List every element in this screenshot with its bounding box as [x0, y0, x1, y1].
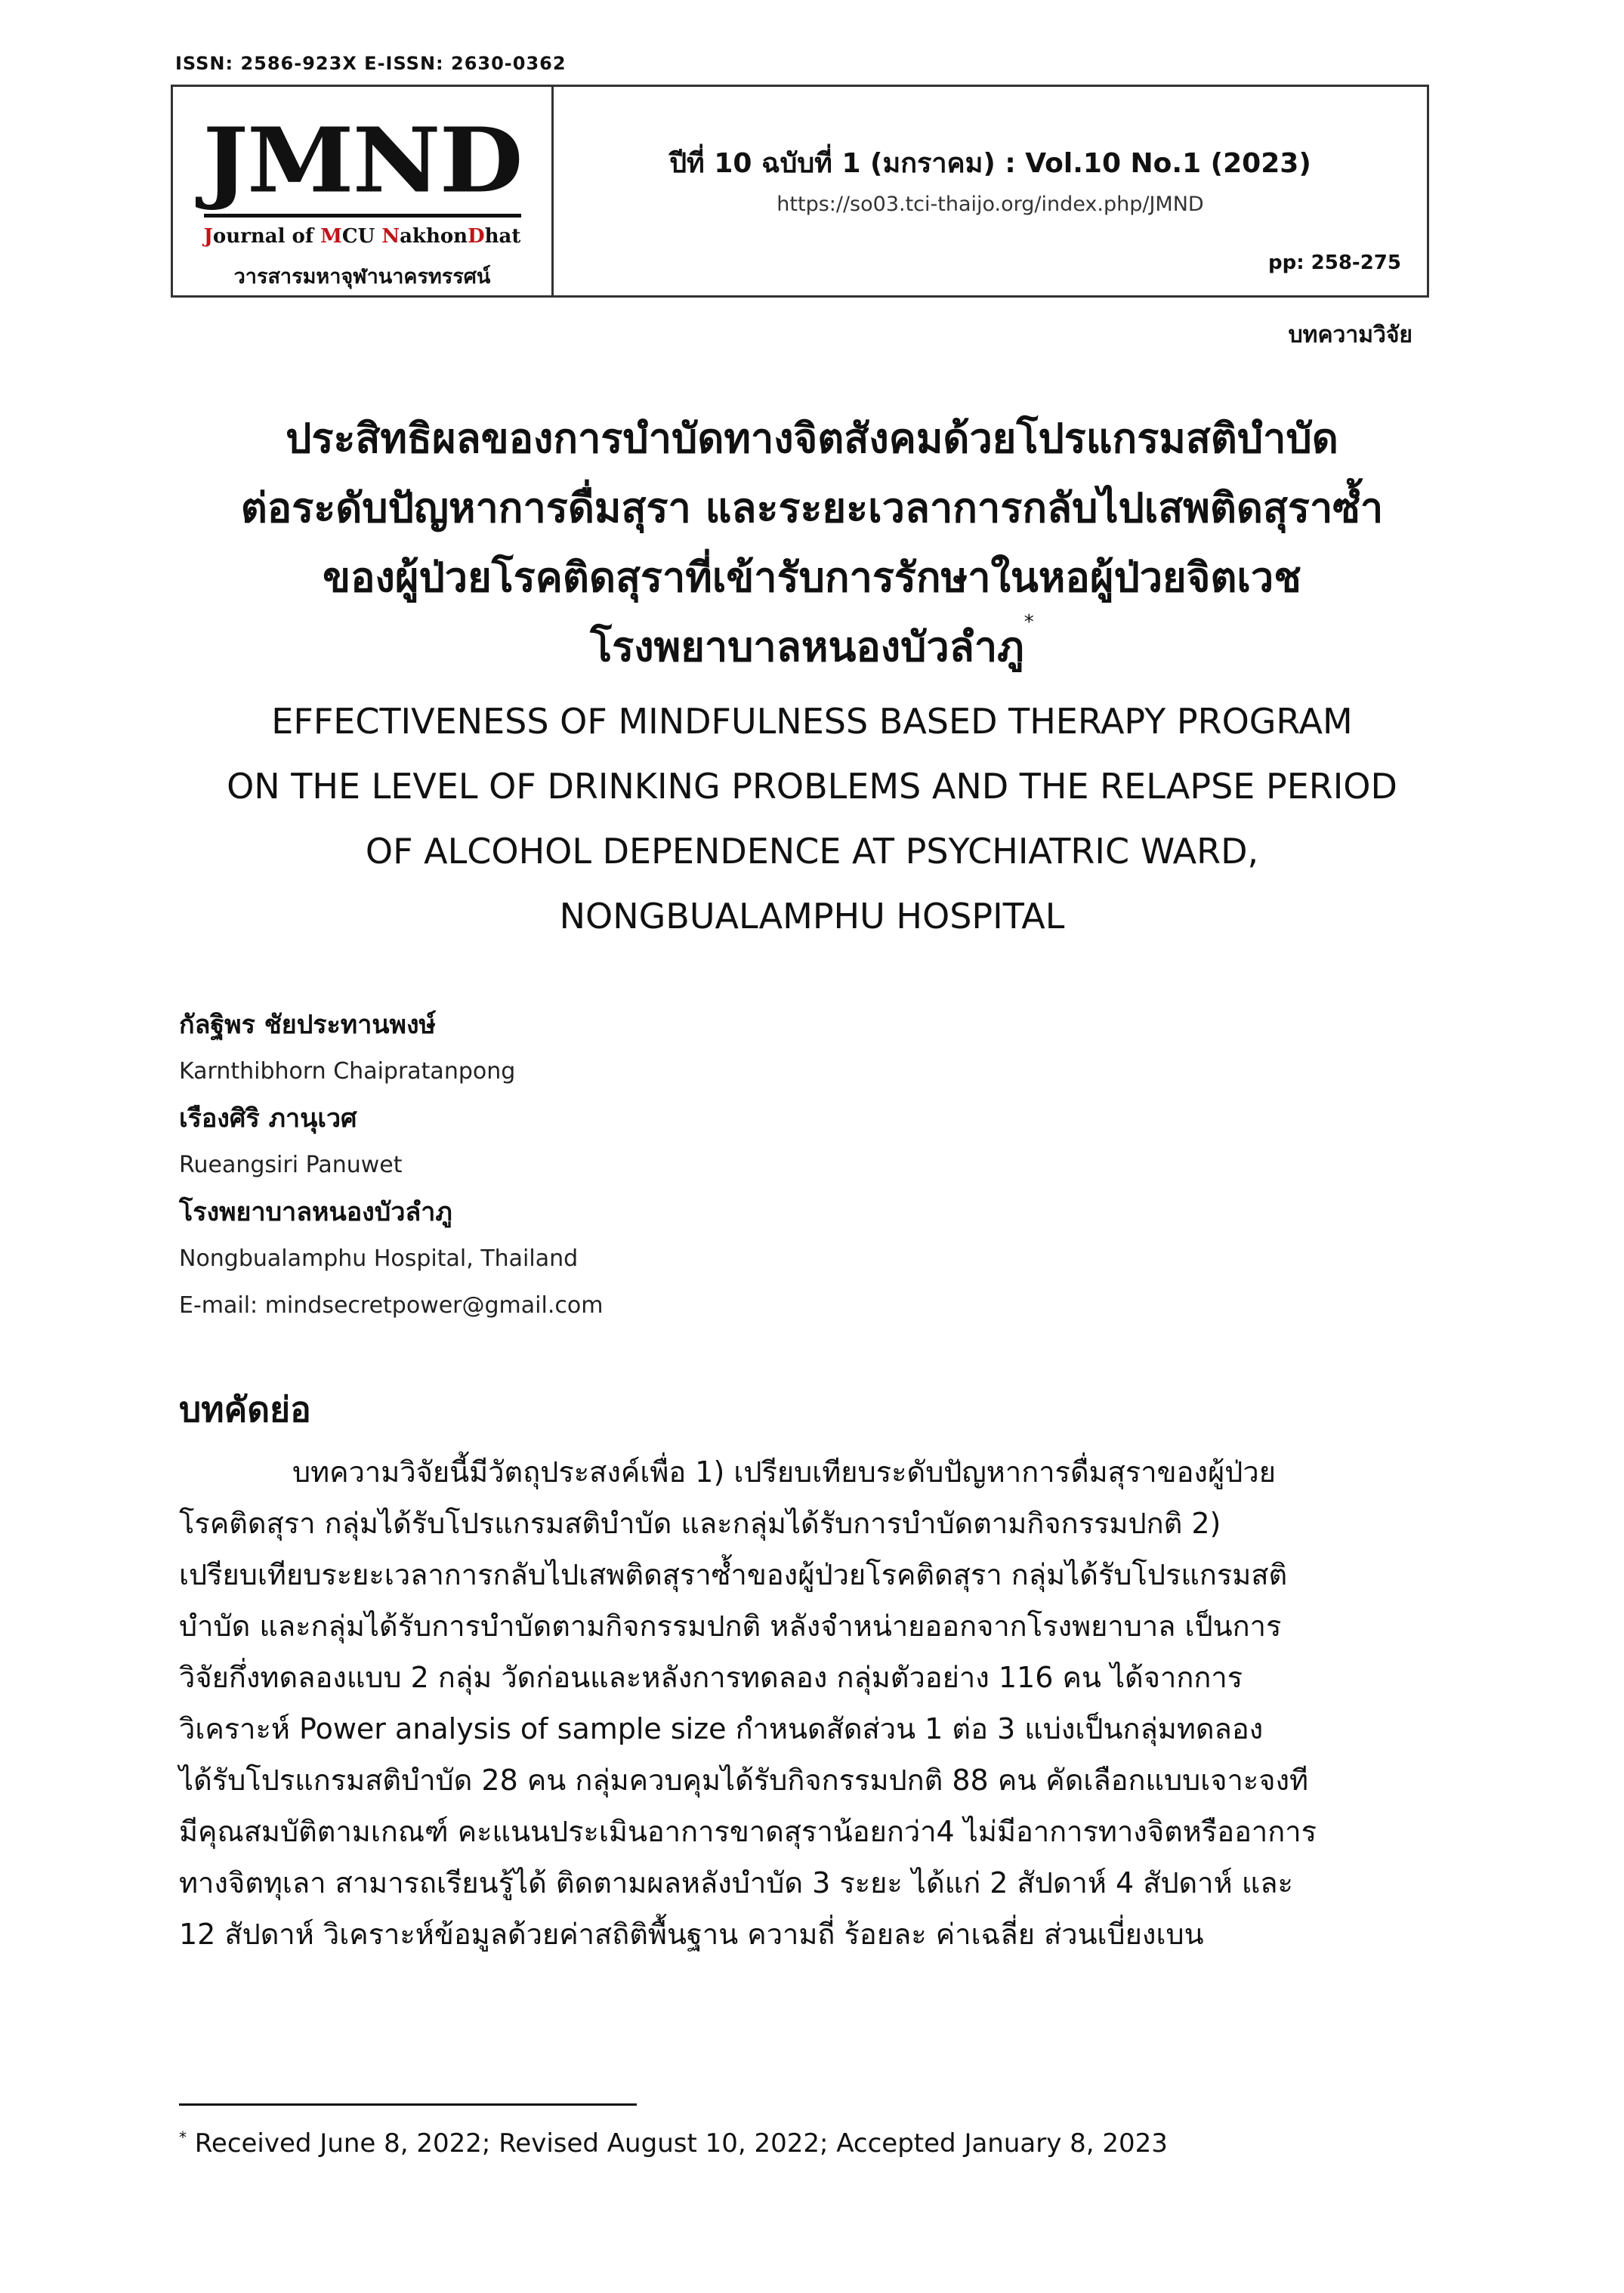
journal-info — [554, 87, 1427, 295]
affiliation-english: Nongbualamphu Hospital, Thailand — [179, 1245, 579, 1272]
logo-text: JMND — [202, 109, 522, 213]
author-name-english: Rueangsiri Panuwet — [179, 1152, 403, 1178]
abstract-line: มีคุณสมบัติตามเกณฑ์ คะแนนประเมินอาการขาดสุราน้อยกว่า4 ไม่มีอาการทางจิตหรืออาการ — [179, 1815, 1317, 1848]
abstract-line: 12 สัปดาห์ วิเคราะห์ข้อมูลด้วยค่าสถิติพื้นฐาน ความถี่ ร้อยละ ค่าเฉลี่ย ส่วนเบี่ยงเบน — [179, 1918, 1204, 1951]
abstract-line: วิจัยกึ่งทดลองแบบ 2 กลุ่ม วัดก่อนและหลังการทดลอง กลุ่มตัวอย่าง 116 คน ได้จากการ — [179, 1661, 1243, 1694]
footnote — [179, 2128, 1168, 2159]
abstract-body — [179, 1446, 1412, 1960]
author-name-english: Karnthibhorn Chaipratanpong — [179, 1058, 516, 1085]
abstract-line: ทางจิตทุเลา สามารถเรียนรู้ได้ ติดตามผลหลังบำบัด 3 ระยะ ได้แก่ 2 สัปดาห์ 4 สัปดาห์ และ — [179, 1866, 1293, 1900]
abstract-line: โรคติดสุรา กลุ่มได้รับโปรแกรมสติบำบัด และกลุ่มได้รับการบำบัดตามกิจกรรมปกติ 2) — [179, 1507, 1221, 1540]
abstract-heading: บทคัดย่อ — [179, 1389, 311, 1430]
title-english-line: NONGBUALAMPHU HOSPITAL — [559, 896, 1065, 937]
title-thai-line: โรงพยาบาลหนองบัวลำภู* — [590, 611, 1034, 671]
page-range: pp: 258-275 — [1267, 252, 1401, 274]
footnote-marker: * — [179, 2128, 187, 2146]
abstract-line: ได้รับโปรแกรมสติบำบัด 28 คน กลุ่มควบคุมได้รับกิจกรรมปกติ 88 คน คัดเลือกแบบเจาะจงที — [179, 1764, 1309, 1797]
logo-thai-name: วารสารมหาจุฬานาครทรรศน์ — [233, 265, 491, 289]
author-name-thai: กัลฐิพร ชัยประทานพงษ์ — [179, 1010, 436, 1040]
title-english-line: OF ALCOHOL DEPENDENCE AT PSYCHIATRIC WARD, — [365, 831, 1259, 872]
footnote-marker: * — [1023, 611, 1034, 634]
title-english — [136, 689, 1488, 949]
logo-rule — [204, 214, 521, 218]
title-english-line: EFFECTIVENESS OF MINDFULNESS BASED THERAPY PROGRAM — [271, 701, 1353, 742]
title-thai-line: ของผู้ป่วยโรคติดสุราที่เข้ารับการรักษาในหอผู้ป่วยจิตเวช — [323, 554, 1301, 601]
abstract-line: เปรียบเทียบระยะเวลาการกลับไปเสพติดสุราซ้ำของผู้ป่วยโรคติดสุรา กลุ่มได้รับโปรแกรมสติ — [179, 1558, 1288, 1591]
logo-subtitle: Journal of MCU NakhonDhat — [203, 225, 521, 248]
title-thai — [136, 404, 1488, 682]
title-thai-line: ต่อระดับปัญหาการดื่มสุรา และระยะเวลาการกลับไปเสพติดสุราซ้ำ — [240, 484, 1384, 532]
journal-header — [171, 85, 1429, 298]
abstract-line: บำบัด และกลุ่มได้รับการบำบัดตามกิจกรรมปกติ หลังจำหน่ายออกจากโรงพยาบาล เป็นการ — [179, 1609, 1282, 1643]
journal-url[interactable]: https://so03.tci-thaijo.org/index.php/JMND — [776, 193, 1204, 216]
abstract-line: บทความวิจัยนี้มีวัตถุประสงค์เพื่อ 1) เปรียบเทียบระดับปัญหาการดื่มสุราของผู้ป่วย — [292, 1455, 1276, 1489]
volume-issue: ปีที่ 10 ฉบับที่ 1 (มกราคม) : Vol.10 No.1 (2023) — [669, 148, 1311, 179]
article-type: บทความวิจัย — [1288, 322, 1413, 348]
author-block — [179, 1001, 603, 1329]
title-english-line: ON THE LEVEL OF DRINKING PROBLEMS AND THE RELAPSE PERIOD — [227, 766, 1397, 807]
issn-line: ISSN: 2586-923X E-ISSN: 2630-0362 — [175, 53, 567, 74]
footnote-text: Received June 8, 2022; Revised August 10, 2022; Accepted January 8, 2023 — [187, 2128, 1168, 2159]
author-name-thai: เรืองศิริ ภานุเวศ — [179, 1103, 357, 1134]
journal-logo — [173, 87, 554, 295]
abstract-line: วิเคราะห์ Power analysis of sample size กำหนดสัดส่วน 1 ต่อ 3 แบ่งเป็นกลุ่มทดลอง — [179, 1712, 1264, 1745]
affiliation-thai: โรงพยาบาลหนองบัวลำภู — [179, 1197, 452, 1227]
footnote-divider — [179, 2103, 637, 2106]
author-email[interactable]: E-mail: mindsecretpower@gmail.com — [179, 1292, 604, 1319]
title-thai-line: ประสิทธิผลของการบำบัดทางจิตสังคมด้วยโปรแกรมสติบำบัด — [286, 415, 1338, 462]
